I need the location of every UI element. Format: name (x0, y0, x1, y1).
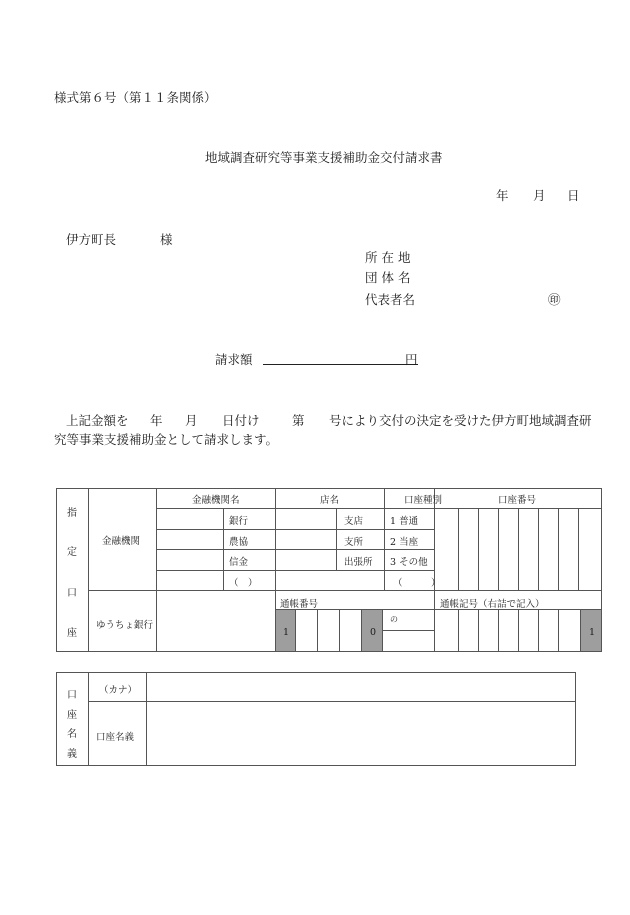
side-label-char: 指 (67, 508, 77, 519)
name-side-char: 座 (67, 710, 77, 721)
addressee-honorific: 様 (160, 232, 173, 247)
body-year: 年 (150, 413, 163, 428)
header-bank-name: 金融機関名 (192, 495, 240, 506)
body-date-suffix: 日付け (222, 413, 260, 428)
kana-label: （カナ） (99, 685, 138, 696)
side-label-char: 口 (67, 588, 77, 599)
page-title: 地域調査研究等事業支援補助金交付請求書 (205, 150, 443, 165)
acct-type-other: 3 その他 (390, 557, 428, 568)
date-year-label: 年 (496, 188, 509, 203)
header-acct-no: 口座番号 (498, 495, 537, 506)
form-number: 様式第６号（第１１条関係） (54, 90, 217, 105)
acct-type-other-paren: （ ） (393, 578, 441, 589)
digit-end: 1 (589, 627, 596, 638)
body-month: 月 (185, 413, 198, 428)
financial-label: 金融機関 (102, 536, 141, 547)
digit-1: 1 (283, 627, 290, 638)
amount-underline (263, 364, 418, 365)
branch-type-shuchojo: 出張所 (344, 557, 373, 568)
body-p1: 上記金額を (66, 413, 129, 428)
bank-type-shinkin: 信金 (229, 557, 249, 568)
body-line1-rest: 号により交付の決定を受けた伊方町地域調査研 (329, 413, 592, 428)
date-day-label: 日 (567, 188, 580, 203)
seal-icon: ㊞ (548, 292, 561, 307)
name-side-char: 義 (67, 749, 77, 760)
acct-type-toza: 2 当座 (390, 537, 419, 548)
bank-type-bank: 銀行 (229, 516, 249, 527)
amount-unit: 円 (405, 352, 418, 367)
account-name-label: 口座名義 (96, 732, 135, 743)
digit-0: 0 (370, 627, 377, 638)
side-label-char: 座 (67, 628, 77, 639)
branch-type-shiten: 支店 (344, 516, 364, 527)
header-acct-type: 口座種別 (404, 495, 443, 506)
bank-type-nokyo: 農協 (229, 537, 249, 548)
body-dai: 第 (292, 413, 305, 428)
addressee-name: 伊方町長 (66, 232, 117, 247)
header-branch: 店名 (320, 495, 340, 506)
branch-type-shisho: 支所 (344, 537, 364, 548)
side-label-char: 定 (67, 547, 77, 558)
address-label: 所 在 地 (365, 250, 411, 265)
no-char: の (390, 615, 398, 624)
org-label: 団 体 名 (365, 270, 411, 285)
rep-label: 代表者名 (365, 292, 416, 307)
body-line2: 究等事業支援補助金として請求します。 (54, 432, 279, 447)
yucho-label: ゆうちょ銀行 (96, 620, 154, 631)
bank-type-other: （ ） (229, 578, 258, 589)
name-side-char: 名 (67, 729, 77, 740)
passbook-no-label: 通帳番号 (280, 599, 319, 610)
passbook-mark-label: 通帳記号（右詰で記入） (440, 599, 545, 610)
name-side-char: 口 (67, 690, 77, 701)
acct-type-futsu: 1 普通 (390, 516, 419, 527)
date-month-label: 月 (533, 188, 546, 203)
amount-label: 請求額 (215, 352, 253, 367)
